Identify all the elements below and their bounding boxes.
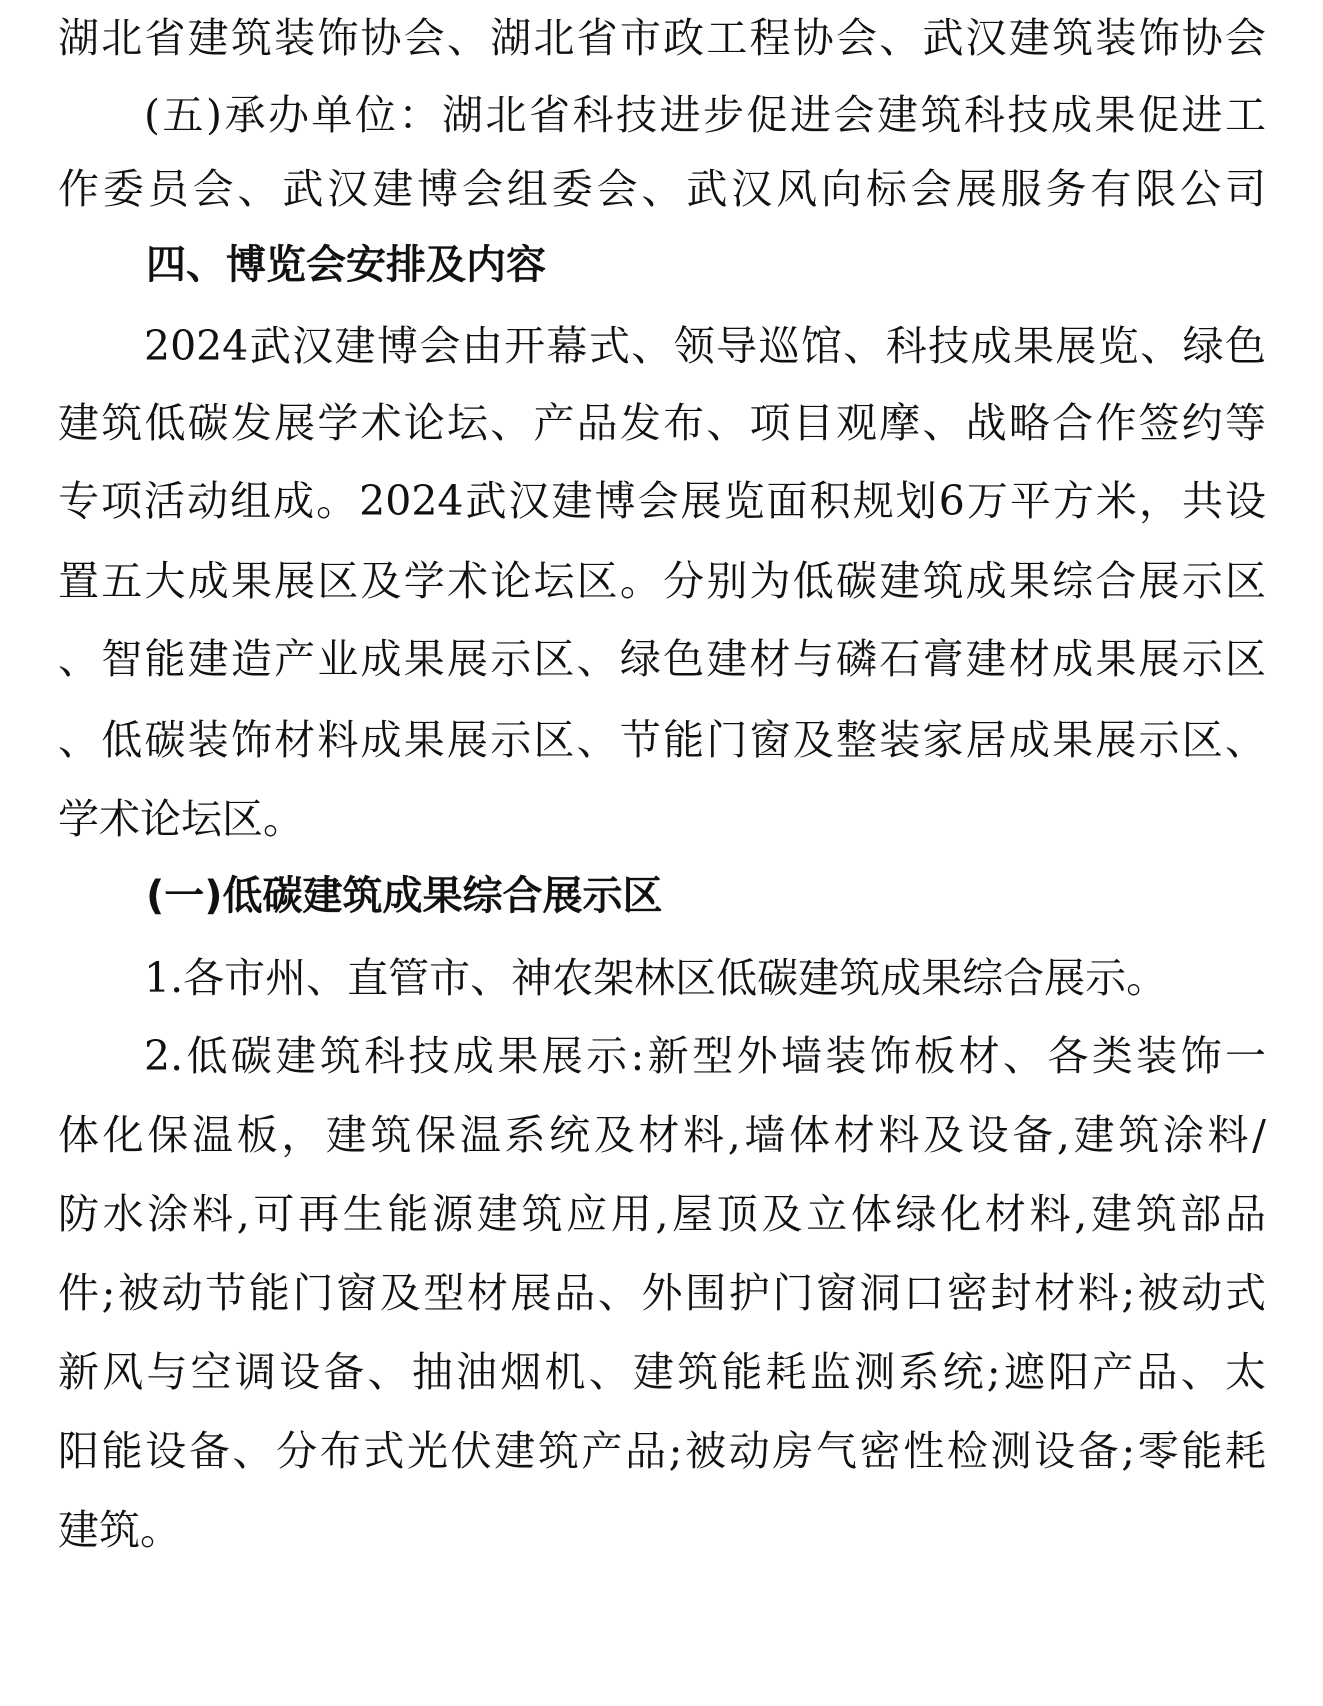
paragraph-line: 建筑。 [58, 1506, 181, 1554]
list-item: 2.低碳建筑科技成果展示:新型外墙装饰板材、各类装饰一 [144, 1032, 1266, 1080]
paragraph-line: 件;被动节能门窗及型材展品、外围护门窗洞口密封材料;被动式 [58, 1269, 1266, 1317]
paragraph-line: 新风与空调设备、抽油烟机、建筑能耗监测系统;遮阳产品、太 [58, 1348, 1266, 1396]
paragraph-line: 2024武汉建博会由开幕式、领导巡馆、科技成果展览、绿色 [144, 322, 1266, 370]
list-item: 1.各市州、直管市、神农架林区低碳建筑成果综合展示。 [144, 954, 1168, 1002]
section-heading: 四、博览会安排及内容 [146, 242, 546, 288]
paragraph-line: 体化保温板，建筑保温系统及材料,墙体材料及设备,建筑涂料/ [58, 1111, 1266, 1159]
paragraph-line: (五)承办单位：湖北省科技进步促进会建筑科技成果促进工 [144, 91, 1266, 139]
paragraph-line: 学术论坛区。 [58, 795, 304, 843]
paragraph-line: 阳能设备、分布式光伏建筑产品;被动房气密性检测设备;零能耗 [58, 1427, 1266, 1475]
paragraph-line: 、智能建造产业成果展示区、绿色建材与磷石膏建材成果展示区 [58, 635, 1266, 683]
paragraph-line: 作委员会、武汉建博会组委会、武汉风向标会展服务有限公司 [58, 165, 1266, 213]
subsection-heading: (一)低碳建筑成果综合展示区 [146, 873, 663, 919]
paragraph-line: 防水涂料,可再生能源建筑应用,屋顶及立体绿化材料,建筑部品 [58, 1190, 1266, 1238]
paragraph-line: 湖北省建筑装饰协会、湖北省市政工程协会、武汉建筑装饰协会 [58, 14, 1266, 62]
paragraph-line: 置五大成果展区及学术论坛区。分别为低碳建筑成果综合展示区 [58, 557, 1266, 605]
paragraph-line: 、低碳装饰材料成果展示区、节能门窗及整装家居成果展示区、 [58, 716, 1266, 764]
paragraph-line: 专项活动组成。2024武汉建博会展览面积规划6万平方米，共设 [58, 477, 1266, 525]
paragraph-line: 建筑低碳发展学术论坛、产品发布、项目观摩、战略合作签约等 [58, 399, 1266, 447]
